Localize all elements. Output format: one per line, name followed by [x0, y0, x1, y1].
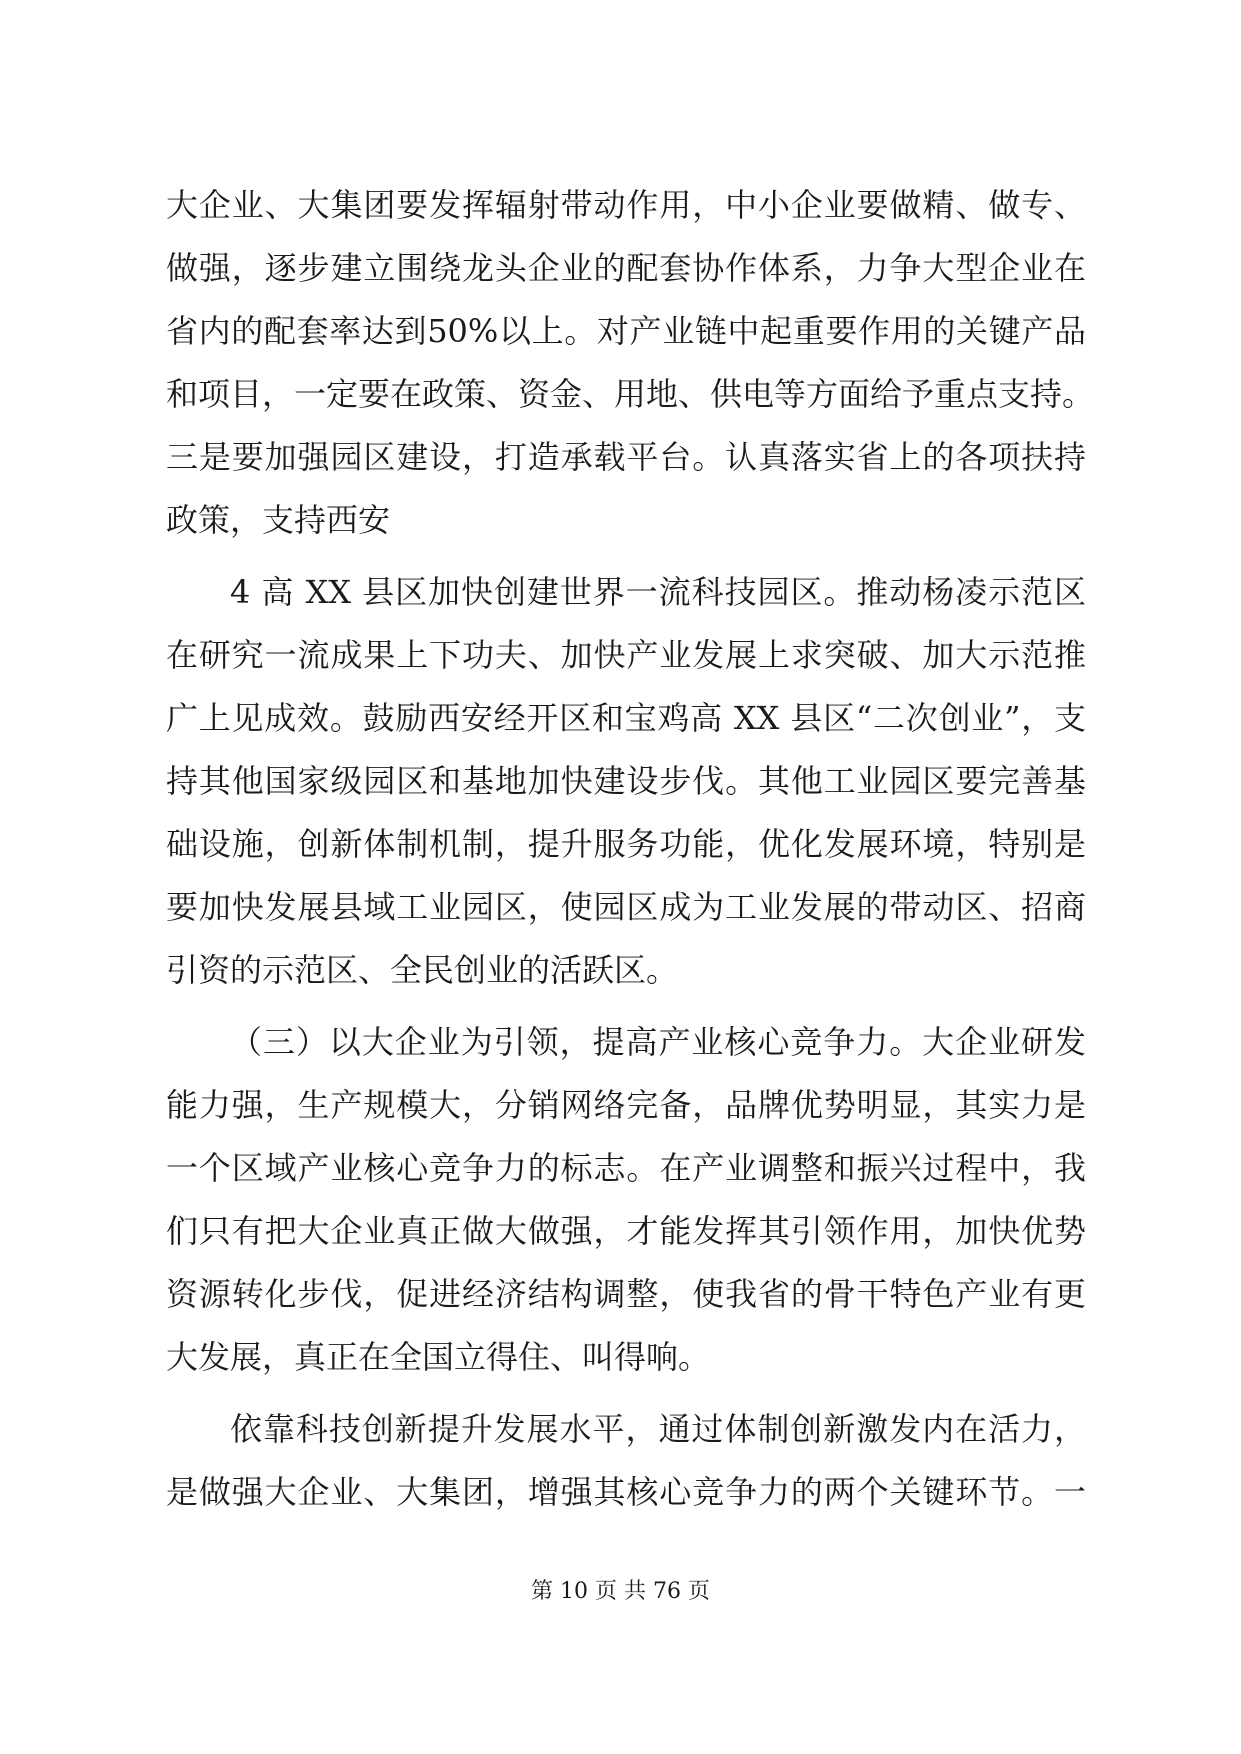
text-line: 依靠科技创新提升发展水平，通过体制创新激发内在活力，	[230, 1410, 1086, 1448]
text-line: 要加快发展县域工业园区，使园区成为工业发展的带动区、招商	[166, 888, 1086, 926]
text-line: 础设施，创新体制机制，提升服务功能，优化发展环境，特别是	[166, 825, 1086, 863]
text-line: 政策，支持西安	[166, 501, 391, 539]
text-line: 资源转化步伐，促进经济结构调整，使我省的骨干特色产业有更	[166, 1275, 1086, 1313]
text-line: 和项目，一定要在政策、资金、用地、供电等方面给予重点支持。	[166, 375, 1095, 413]
text-line: 大企业、大集团要发挥辐射带动作用，中小企业要做精、做专、	[166, 186, 1086, 224]
text-line: 省内的配套率达到50%以上。对产业链中起重要作用的关键产品	[166, 312, 1086, 350]
text-line: 大发展，真正在全国立得住、叫得响。	[166, 1338, 711, 1376]
text-line: 在研究一流成果上下功夫、加快产业发展上求突破、加大示范推	[166, 636, 1086, 674]
text-line: 是做强大企业、大集团，增强其核心竞争力的两个关键环节。一	[166, 1473, 1086, 1511]
text-line: （三）以大企业为引领，提高产业核心竞争力。大企业研发	[230, 1023, 1086, 1061]
text-line: 广上见成效。鼓励西安经开区和宝鸡高 XX 县区“二次创业”，支	[166, 699, 1086, 737]
text-line: 能力强，生产规模大，分销网络完备，品牌优势明显，其实力是	[166, 1086, 1086, 1124]
text-line: 三是要加强园区建设，打造承载平台。认真落实省上的各项扶持	[166, 438, 1086, 476]
text-line: 持其他国家级园区和基地加快建设步伐。其他工业园区要完善基	[166, 762, 1086, 800]
text-line: 做强，逐步建立围绕龙头企业的配套协作体系，力争大型企业在	[166, 249, 1086, 287]
text-line: 一个区域产业核心竞争力的标志。在产业调整和振兴过程中，我	[166, 1149, 1086, 1187]
text-line: 引资的示范区、全民创业的活跃区。	[166, 951, 679, 989]
text-line: 4 高 XX 县区加快创建世界一流科技园区。推动杨凌示范区	[230, 573, 1086, 611]
text-line: 们只有把大企业真正做大做强，才能发挥其引领作用，加快优势	[166, 1212, 1086, 1250]
page-number-footer: 第 10 页 共 76 页	[531, 1579, 710, 1604]
